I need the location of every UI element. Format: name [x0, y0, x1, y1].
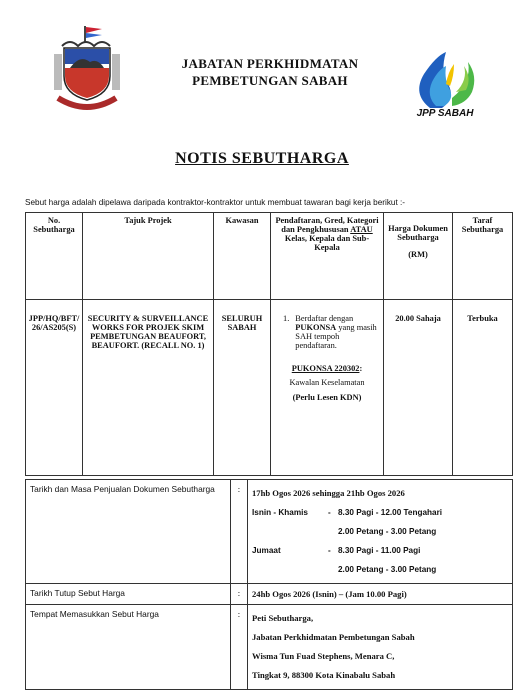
sched-day1-time1: 8.30 Pagi - 12.00 Tengahari — [338, 508, 443, 517]
table-header-row — [26, 213, 513, 300]
header-tajuk: Tajuk Projek — [83, 213, 214, 300]
header-harga — [384, 213, 453, 300]
requirement-post: yang masih SAH tempoh pendaftaran. — [295, 323, 377, 350]
sale-schedule — [252, 503, 508, 579]
sale-value — [248, 480, 513, 584]
cell-harga: 20.00 Sahaja — [384, 300, 453, 476]
header-harga-label: Harga Dokumen Sebutharga — [388, 224, 448, 242]
pukonsa-code-text: PUKONSA 220302 — [291, 364, 360, 373]
header-harga-unit: (RM) — [408, 250, 428, 259]
cell-no: JPP/HQ/BFT/ 26/AS205(S) — [26, 300, 83, 476]
header-pendaftaran — [271, 213, 384, 300]
close-colon: : — [231, 584, 248, 605]
requirement-text — [295, 314, 381, 350]
details-row-place — [26, 605, 513, 690]
table-row — [26, 300, 513, 476]
sched-day2-time2: 2.00 Petang - 3.00 Petang — [338, 565, 437, 574]
sched-day1-time2: 2.00 Petang - 3.00 Petang — [338, 527, 437, 536]
close-value: 24hb Ogos 2026 (Isnin) – (Jam 10.00 Pagi) — [248, 584, 513, 605]
place-label: Tempat Memasukkan Sebut Harga — [26, 605, 231, 690]
department-title — [160, 55, 380, 89]
place-line4: Tingkat 9, 88300 Kota Kinabalu Sabah — [252, 670, 396, 680]
sched-day1: Isnin - Khamis — [252, 508, 308, 517]
sabah-crest-logo — [48, 24, 128, 112]
department-title-line1: JABATAN PERKHIDMATAN — [181, 56, 359, 71]
close-label: Tarikh Tutup Sebut Harga — [26, 584, 231, 605]
sale-label: Tarikh dan Masa Penjualan Dokumen Sebutharga — [26, 480, 231, 584]
sched-day2: Jumaat — [252, 546, 281, 555]
cell-tajuk: SECURITY & SURVEILLANCE WORKS FOR PROJEK SKIM PEMBETUNGAN BEAUFORT, BEAUFORT. (RECALL NO. 1) — [83, 300, 214, 476]
details-row-sale — [26, 480, 513, 584]
sale-colon: : — [231, 480, 248, 584]
pukonsa-note: (Perlu Lesen KDN) — [292, 393, 362, 402]
quotation-table — [25, 212, 513, 476]
notice-title: NOTIS SEBUTHARGA — [175, 150, 349, 167]
cell-taraf: Terbuka — [453, 300, 513, 476]
intro-text: Sebut harga adalah dipelawa daripada kontraktor-kontraktor untuk membuat tawaran bagi kerja berikut :- — [25, 198, 406, 207]
details-table — [25, 479, 513, 690]
pukonsa-block — [273, 364, 381, 402]
requirement-number: 1. — [283, 314, 290, 323]
place-line2: Jabatan Perkhidmatan Pembetungan Sabah — [252, 632, 415, 642]
header-pendaftaran-post: Kelas, Kepala dan Sub-Kepala — [284, 234, 370, 252]
pukonsa-desc: Kawalan Keselamatan — [289, 378, 365, 387]
place-colon: : — [231, 605, 248, 690]
department-title-line2: PEMBETUNGAN SABAH — [192, 73, 348, 88]
place-value — [248, 605, 513, 690]
sale-range: 17hb Ogos 2026 sehingga 21hb Ogos 2026 — [252, 488, 405, 498]
header-pendaftaran-pre: Pendaftaran, Gred, Kategori dan Pengkhususan — [275, 216, 379, 234]
sched-dash1: - — [328, 508, 331, 517]
header-pendaftaran-atau: ATAU — [350, 225, 373, 234]
header-taraf: Taraf Sebutharga — [453, 213, 513, 300]
place-line1: Peti Sebutharga, — [252, 613, 314, 623]
details-row-close — [26, 584, 513, 605]
requirement-pre: Berdaftar dengan — [295, 314, 354, 323]
requirement-bold: PUKONSA — [295, 323, 337, 332]
sched-dash2: - — [328, 546, 331, 555]
pukonsa-code: PUKONSA 220302: — [291, 364, 363, 373]
requirement-item — [273, 314, 381, 350]
cell-kawasan: SELURUH SABAH — [214, 300, 271, 476]
cell-pendaftaran — [271, 300, 384, 476]
header-kawasan: Kawasan — [214, 213, 271, 300]
jpp-sabah-logo-text: JPP SABAH — [416, 108, 474, 119]
place-line3: Wisma Tun Fuad Stephens, Menara C, — [252, 651, 395, 661]
header-no: No. Sebutharga — [26, 213, 83, 300]
sched-day2-time1: 8.30 Pagi - 11.00 Pagi — [338, 546, 421, 555]
